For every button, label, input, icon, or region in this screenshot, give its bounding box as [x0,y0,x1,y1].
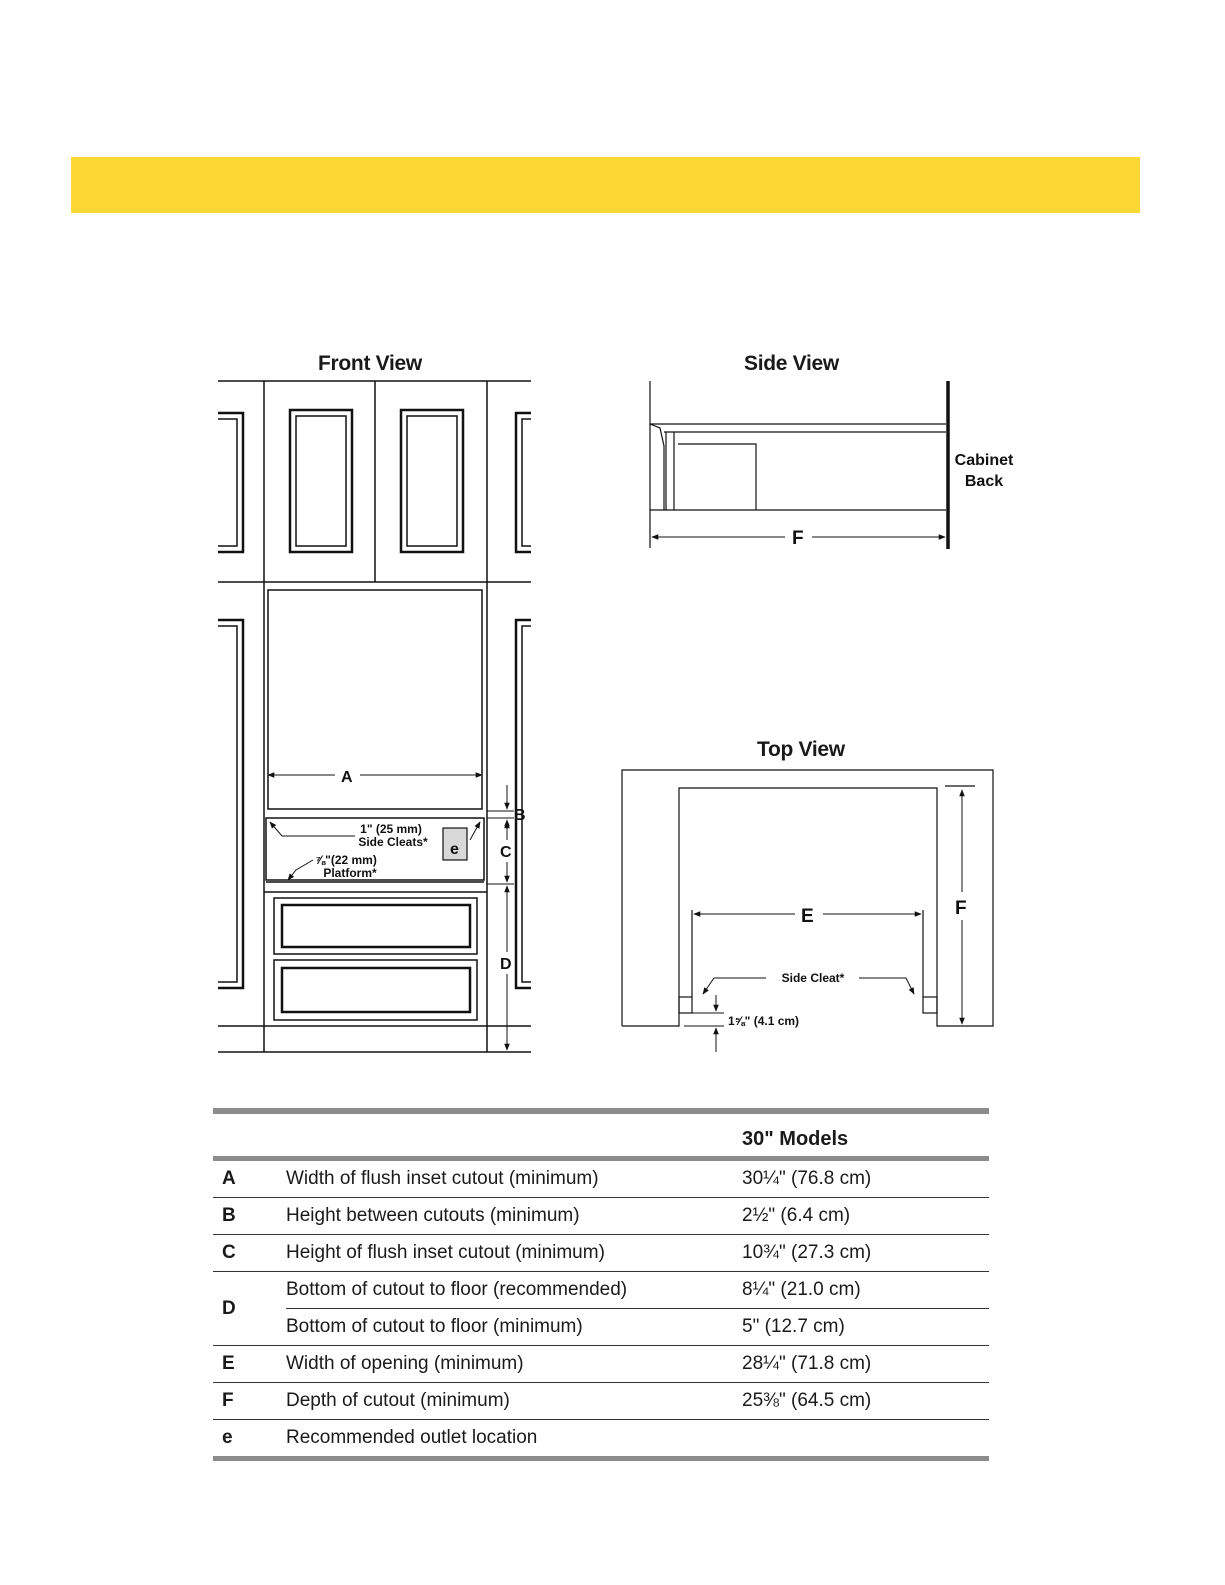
side-view-title: Side View [744,352,839,375]
column-header-30-models: 30" Models [742,1114,989,1159]
row-description: Bottom of cutout to floor (recommended) [286,1272,742,1309]
dimension-label-b: B [514,807,526,824]
row-letter: e [213,1420,286,1459]
top-view-title: Top View [757,738,845,761]
row-description: Height between cutouts (minimum) [286,1198,742,1235]
table-row [213,1383,989,1420]
row-letter: F [213,1383,286,1420]
row-value: 30¼" (76.8 cm) [742,1159,989,1198]
row-value: 28¼" (71.8 cm) [742,1346,989,1383]
row-value: 5" (12.7 cm) [742,1309,989,1346]
row-description: Bottom of cutout to floor (minimum) [286,1309,742,1346]
side-cleats-label: Side Cleats* [358,835,428,849]
table-row [213,1346,989,1383]
dimensions-table [213,1108,989,1461]
dimension-label-c: C [500,844,512,861]
front-view-drawing [218,381,531,1052]
dimension-label-a: A [341,769,353,786]
table-header-row [213,1114,989,1159]
row-description: Width of flush inset cutout (minimum) [286,1159,742,1198]
cabinet-back-label-line1: Cabinet [954,452,1014,469]
row-description: Height of flush inset cutout (minimum) [286,1235,742,1272]
platform-label: Platform* [323,866,377,880]
side-dimension-label-f: F [792,528,804,549]
row-description: Width of opening (minimum) [286,1346,742,1383]
front-view-title: Front View [318,352,422,375]
table-row [213,1198,989,1235]
row-description: Recommended outlet location [286,1420,742,1459]
platform-dimension: ⅞"(22 mm) [315,853,377,867]
row-value: 8¼" (21.0 cm) [742,1272,989,1309]
side-cleats-dimension: 1" (25 mm) [360,822,422,836]
row-value: 2½" (6.4 cm) [742,1198,989,1235]
top-dimension-label-e: E [801,906,814,927]
table-row [213,1235,989,1272]
row-letter: D [213,1272,286,1346]
top-dimension-label-f: F [955,898,967,919]
table-row [213,1309,989,1346]
dimension-label-d: D [500,956,512,973]
table-row [213,1159,989,1198]
side-view-drawing [650,381,948,549]
row-letter: E [213,1346,286,1383]
row-letter: A [213,1159,286,1198]
outlet-label-e: e [450,841,459,858]
row-description: Depth of cutout (minimum) [286,1383,742,1420]
row-value: 25⅜" (64.5 cm) [742,1383,989,1420]
cabinet-back-label-line2: Back [964,473,1004,490]
table-row [213,1272,989,1309]
row-value [742,1420,989,1459]
side-cleat-label: Side Cleat* [781,971,845,985]
table-row [213,1420,989,1459]
cleat-offset-label: 1⅝" (4.1 cm) [728,1014,800,1028]
row-letter: C [213,1235,286,1272]
row-letter: B [213,1198,286,1235]
row-value: 10¾" (27.3 cm) [742,1235,989,1272]
